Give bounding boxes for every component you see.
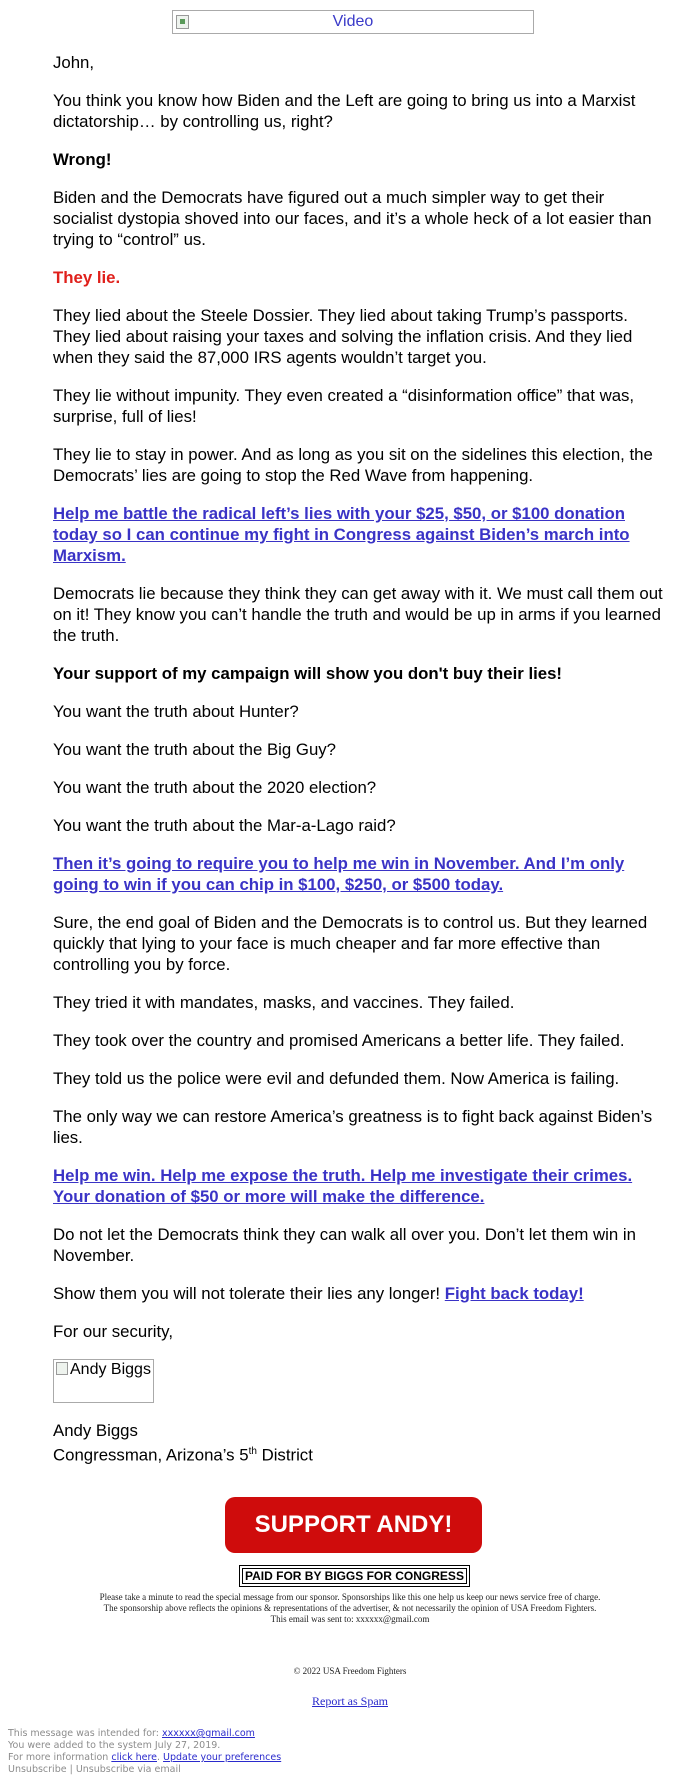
- paragraph: The only way we can restore America’s greatness is to fight back against Biden’s lies.: [53, 1107, 653, 1147]
- support-andy-button[interactable]: SUPPORT ANDY!: [225, 1497, 482, 1553]
- footer-added: You were added to the system July 27, 2019.: [8, 1740, 221, 1751]
- signature-block: [53, 1420, 663, 1466]
- paragraph: Biden and the Democrats have figured out a much simpler way to get their socialist dystopia shoved into our faces, and it’s a whole heck of a lot easier than trying to “control” us.: [53, 188, 652, 249]
- paragraph: They tried it with mandates, masks, and vaccines. They failed.: [53, 993, 515, 1012]
- paid-for-box: PAID FOR BY BIGGS FOR CONGRESS: [239, 1565, 470, 1587]
- signature-title: [53, 1441, 663, 1466]
- disclaimer-line: This email was sent to: xxxxxx@gmail.com: [270, 1614, 430, 1624]
- footer-more-info: [8, 1752, 281, 1764]
- signature-image-placeholder: [53, 1359, 154, 1403]
- signature-title-sup: th: [248, 1446, 257, 1457]
- disclaimer-line: Please take a minute to read the special message from our sponsor. Sponsorships like this one help us keep our news service free of charge.: [99, 1592, 601, 1602]
- signature-alt-text: Andy Biggs: [70, 1361, 151, 1378]
- fight-back-link[interactable]: Fight back today!: [444, 1284, 584, 1303]
- email-body: [53, 52, 663, 1466]
- signature-title-suffix: District: [256, 1445, 313, 1465]
- donate-link-1[interactable]: Help me battle the radical left’s lies with your $25, $50, or $100 donation today so I can continue my fight in Congress against Biden’s march into Marxism.: [53, 504, 630, 565]
- footer-pipe: |: [66, 1764, 76, 1775]
- footer-separator: .: [157, 1752, 164, 1763]
- video-alt-text: Video: [332, 13, 374, 30]
- question: You want the truth about the 2020 election?: [53, 778, 377, 797]
- footer-unsubscribe: [8, 1764, 281, 1776]
- question: You want the truth about the Mar-a-Lago raid?: [53, 816, 396, 835]
- question: You want the truth about Hunter?: [53, 702, 299, 721]
- wrong-heading: Wrong!: [53, 150, 112, 169]
- disclaimer-line: The sponsorship above reflects the opinions & representations of the advertiser, & not necessarily the opinion of USA Freedom Fighters.: [103, 1603, 597, 1613]
- footer: [8, 1728, 281, 1776]
- paragraph: They lie without impunity. They even created a “disinformation office” that was, surprise, full of lies!: [53, 386, 635, 426]
- question: You want the truth about the Big Guy?: [53, 740, 336, 759]
- paragraph: Democrats lie because they think they can get away with it. We must call them out on it! They know you can’t handle the truth and would be up in arms if you learned the truth.: [53, 584, 663, 645]
- paragraph: Do not let the Democrats think they can walk all over you. Don’t let them win in November.: [53, 1225, 636, 1265]
- closing: For our security,: [53, 1322, 173, 1341]
- report-spam-link[interactable]: Report as Spam: [312, 1694, 388, 1708]
- footer-intended-label: This message was intended for:: [8, 1728, 162, 1739]
- footer-more-info-label: For more information: [8, 1752, 112, 1763]
- signature-name: Andy Biggs: [53, 1421, 138, 1440]
- update-preferences-link[interactable]: Update your preferences: [163, 1752, 282, 1763]
- click-here-link[interactable]: click here: [111, 1752, 157, 1763]
- footer-email-link[interactable]: xxxxxx@gmail.com: [162, 1728, 255, 1739]
- they-lie-heading: They lie.: [53, 268, 121, 287]
- unsubscribe-email-link[interactable]: Unsubscribe via email: [75, 1764, 181, 1775]
- broken-image-icon: [56, 1362, 68, 1375]
- paragraph: Sure, the end goal of Biden and the Democrats is to control us. But they learned quickly that lying to your face is much cheaper and far more effective than controlling you by force.: [53, 913, 648, 974]
- paragraph: You think you know how Biden and the Left are going to bring us into a Marxist dictatorship… by controlling us, right?: [53, 91, 636, 131]
- paragraph-text: Show them you will not tolerate their lies any longer!: [53, 1284, 445, 1303]
- broken-image-icon: [176, 15, 189, 29]
- paragraph: They took over the country and promised Americans a better life. They failed.: [53, 1031, 625, 1050]
- video-image-placeholder[interactable]: [172, 10, 534, 34]
- paragraph: They told us the police were evil and defunded them. Now America is failing.: [53, 1069, 620, 1088]
- donate-link-2[interactable]: Then it’s going to require you to help me win in November. And I’m only going to win if you can chip in $100, $250, or $500 today.: [53, 854, 625, 894]
- unsubscribe-link[interactable]: Unsubscribe: [8, 1764, 67, 1775]
- donate-link-3[interactable]: Help me win. Help me expose the truth. Help me investigate their crimes. Your donation of $50 or more will make the difference.: [53, 1166, 633, 1206]
- footer-intended: [8, 1728, 281, 1740]
- signature-title-prefix: Congressman, Arizona’s 5: [53, 1445, 249, 1465]
- paragraph: They lied about the Steele Dossier. They lied about taking Trump’s passports. They lied about raising your taxes and solving the inflation crisis. And they lied when they said the 87,000 IRS agents wouldn’t target you.: [53, 306, 633, 367]
- paragraph-with-link: [53, 1283, 663, 1304]
- greeting: John,: [53, 53, 95, 72]
- support-bold-text: Your support of my campaign will show you don't buy their lies!: [53, 664, 563, 683]
- paragraph: They lie to stay in power. And as long as you sit on the sidelines this election, the Democrats’ lies are going to stop the Red Wave from happening.: [53, 445, 653, 485]
- copyright: © 2022 USA Freedom Fighters: [293, 1666, 407, 1676]
